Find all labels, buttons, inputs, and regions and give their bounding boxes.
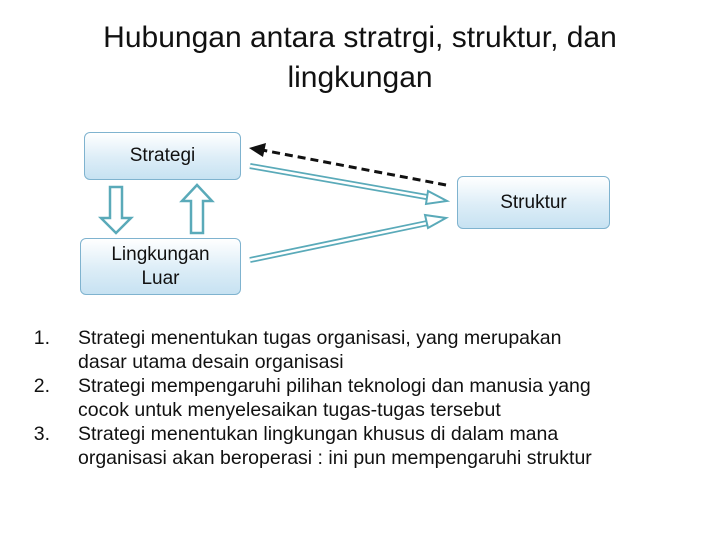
title-line-1: Hubungan antara stratrgi, struktur, dan [103,21,617,54]
struktur-box [457,176,610,229]
arrow-down-strategi-to-lingkungan [101,187,131,233]
list-item-line-2: dasar utama desain organisasi [78,351,344,373]
list-item-line-1: Strategi menentukan lingkungan khusus di dalam mana [78,423,559,445]
list-item-line-2: organisasi akan beroperasi : ini pun mempengaruhi struktur [78,447,592,469]
arrow-lingkungan-to-struktur [250,215,446,260]
list-item [6,374,706,422]
lingkungan-label-line-2: Luar [141,267,180,289]
title-line-2: lingkungan [287,61,433,94]
list-number: 2. [33,375,50,397]
list-item-line-2: cocok untuk menyelesaikan tugas-tugas tersebut [78,399,501,421]
lingkungan-luar-box [80,238,241,295]
dashed-arrow-struktur-to-strategi [249,143,446,185]
numbered-list [6,326,706,470]
list-item-line-1: Strategi mempengaruhi pilihan teknologi dan manusia yang [78,375,591,397]
arrow-strategi-to-struktur [250,166,447,204]
strategi-label: Strategi [129,145,196,166]
arrow-up-lingkungan-to-strategi [182,185,212,233]
list-number: 3. [33,423,50,445]
strategi-box [84,132,241,180]
list-item [6,422,706,470]
struktur-label: Struktur [500,191,567,213]
lingkungan-label-line-1: Lingkungan [111,243,210,265]
list-item [6,326,706,374]
list-number: 1. [33,327,50,349]
list-item-line-1: Strategi menentukan tugas organisasi, yang merupakan [78,327,562,349]
